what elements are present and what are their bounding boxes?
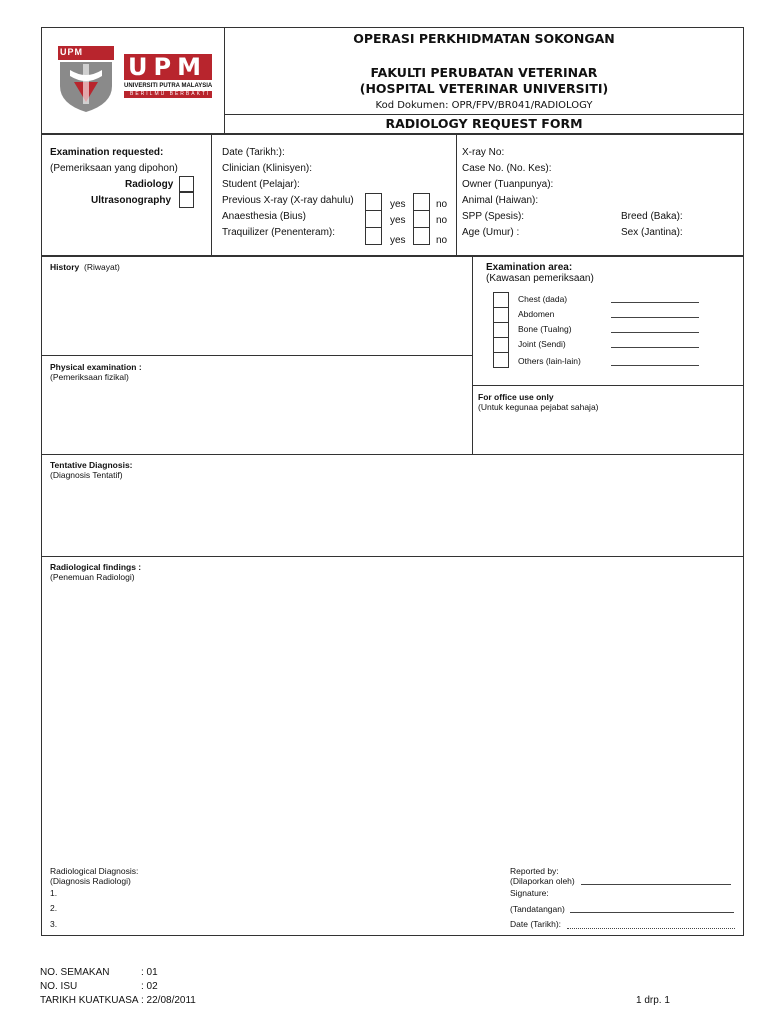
sex-label: Sex (Jantina): xyxy=(621,227,683,238)
anaesthesia-label: Anaesthesia (Bius) xyxy=(222,211,306,222)
exam-area-subtitle: (Kawasan pemeriksaan) xyxy=(486,273,594,284)
exam-area-item: Joint (Sendi) xyxy=(518,339,566,349)
upm-logo xyxy=(56,44,216,114)
radiological-findings-cell[interactable] xyxy=(41,556,744,936)
abdomen-blank[interactable] xyxy=(611,317,699,318)
no-semakan-value: : 01 xyxy=(141,967,158,978)
page-number: 1 drp. 1 xyxy=(636,995,670,1006)
radiology-label: Radiology xyxy=(125,179,174,190)
diagnosis-number-3: 3. xyxy=(50,919,58,929)
radiological-findings-label-ms: (Penemuan Radiologi) xyxy=(50,572,135,582)
university-name: UNIVERSITI PUTRA MALAYSIA xyxy=(124,83,213,89)
header-line3: (HOSPITAL VETERINAR UNIVERSITI) xyxy=(359,81,609,96)
traquilizer-no-label: no xyxy=(436,235,448,246)
traquilizer-yes-checkbox[interactable] xyxy=(365,227,382,245)
previous-xray-label: Previous X-ray (X-ray dahulu) xyxy=(222,195,354,206)
previous-xray-no-checkbox[interactable] xyxy=(413,193,430,211)
previous-xray-yes-checkbox[interactable] xyxy=(365,193,382,211)
breed-label: Breed (Baka): xyxy=(621,211,683,222)
office-use-label-ms: (Untuk kegunaa pejabat sahaja) xyxy=(478,402,599,412)
office-use-label: For office use only xyxy=(478,392,554,402)
bone-checkbox[interactable] xyxy=(493,322,509,338)
tentative-diagnosis-label-ms: (Diagnosis Tentatif) xyxy=(50,470,123,480)
case-no-label: Case No. (No. Kes): xyxy=(462,163,552,174)
history-label-ms: (Riwayat) xyxy=(84,262,120,272)
tentative-diagnosis-label: Tentative Diagnosis: xyxy=(50,460,133,470)
reported-by-blank[interactable] xyxy=(581,884,731,885)
others-blank[interactable] xyxy=(611,365,699,366)
signature-label: Signature: xyxy=(510,888,549,898)
exam-area-title: Examination area: xyxy=(486,262,573,273)
exam-area-item: Bone (Tualng) xyxy=(518,324,572,334)
joint-blank[interactable] xyxy=(611,347,699,348)
exam-area-item: Chest (dada) xyxy=(518,294,568,304)
bone-blank[interactable] xyxy=(611,332,699,333)
spp-label: SPP (Spesis): xyxy=(462,211,525,222)
chest-blank[interactable] xyxy=(611,302,699,303)
physical-exam-label-ms: (Pemeriksaan fizikal) xyxy=(50,372,129,382)
upm-wordmark: UPM xyxy=(128,53,207,81)
student-label: Student (Pelajar): xyxy=(222,179,300,190)
age-label: Age (Umur) : xyxy=(462,227,520,238)
anaesthesia-yes-label: yes xyxy=(390,215,406,226)
document-code: Kod Dokumen: OPR/FPV/BR041/RADIOLOGY xyxy=(375,100,593,111)
date-label: Date (Tarikh:): xyxy=(222,147,285,158)
xray-no-label: X-ray No: xyxy=(462,147,505,158)
header-line2: FAKULTI PERUBATAN VETERINAR xyxy=(370,65,598,80)
ultrasonography-label: Ultrasonography xyxy=(91,195,172,206)
no-semakan-label: NO. SEMAKAN xyxy=(40,967,110,978)
form-title: RADIOLOGY REQUEST FORM xyxy=(385,116,583,131)
reported-by-label-ms: (Dilaporkan oleh) xyxy=(510,876,575,886)
owner-label: Owner (Tuanpunya): xyxy=(462,179,554,190)
diagnosis-number-1: 1. xyxy=(50,888,58,898)
exam-requested-title: Examination requested: xyxy=(50,147,164,158)
radiological-diagnosis-label: Radiological Diagnosis: xyxy=(50,866,139,876)
date-sign-label: Date (Tarikh): xyxy=(510,919,562,929)
traquilizer-label: Traquilizer (Penenteram): xyxy=(222,227,336,238)
reported-by-label: Reported by: xyxy=(510,866,559,876)
no-isu-value: : 02 xyxy=(141,981,158,992)
exam-requested-subtitle: (Pemeriksaan yang dipohon) xyxy=(50,163,178,174)
university-motto: BERILMU BERBAKTI xyxy=(130,91,211,97)
others-checkbox[interactable] xyxy=(493,352,509,368)
anaesthesia-no-checkbox[interactable] xyxy=(413,210,430,228)
previous-xray-yes-label: yes xyxy=(390,199,406,210)
traquilizer-no-checkbox[interactable] xyxy=(413,227,430,245)
history-label: History xyxy=(50,262,80,272)
signature-label-ms: (Tandatangan) xyxy=(510,904,565,914)
traquilizer-yes-label: yes xyxy=(390,235,406,246)
exam-area-item: Others (lain-lain) xyxy=(518,356,581,366)
tentative-diagnosis-cell[interactable] xyxy=(41,454,744,557)
ultrasonography-checkbox[interactable] xyxy=(179,192,194,208)
date-sign-blank[interactable] xyxy=(567,928,735,929)
anaesthesia-yes-checkbox[interactable] xyxy=(365,210,382,228)
radiological-diagnosis-label-ms: (Diagnosis Radiologi) xyxy=(50,876,131,886)
animal-label: Animal (Haiwan): xyxy=(462,195,539,206)
logo-small-wordmark: UPM xyxy=(60,47,83,57)
signature-blank[interactable] xyxy=(570,912,734,913)
joint-checkbox[interactable] xyxy=(493,337,509,353)
header-line1: OPERASI PERKHIDMATAN SOKONGAN xyxy=(353,31,615,46)
abdomen-checkbox[interactable] xyxy=(493,307,509,323)
anaesthesia-no-label: no xyxy=(436,215,448,226)
radiological-findings-label: Radiological findings : xyxy=(50,562,142,572)
exam-area-item: Abdomen xyxy=(518,309,555,319)
tarikh-kuatkuasa-value: : 22/08/2011 xyxy=(141,995,196,1006)
chest-checkbox[interactable] xyxy=(493,292,509,308)
physical-exam-label: Physical examination : xyxy=(50,362,142,372)
previous-xray-no-label: no xyxy=(436,199,448,210)
tarikh-kuatkuasa-label: TARIKH KUATKUASA xyxy=(40,995,139,1006)
diagnosis-number-2: 2. xyxy=(50,903,58,913)
no-isu-label: NO. ISU xyxy=(40,981,78,992)
clinician-label: Clinician (Klinisyen): xyxy=(222,163,313,174)
radiology-checkbox[interactable] xyxy=(179,176,194,192)
